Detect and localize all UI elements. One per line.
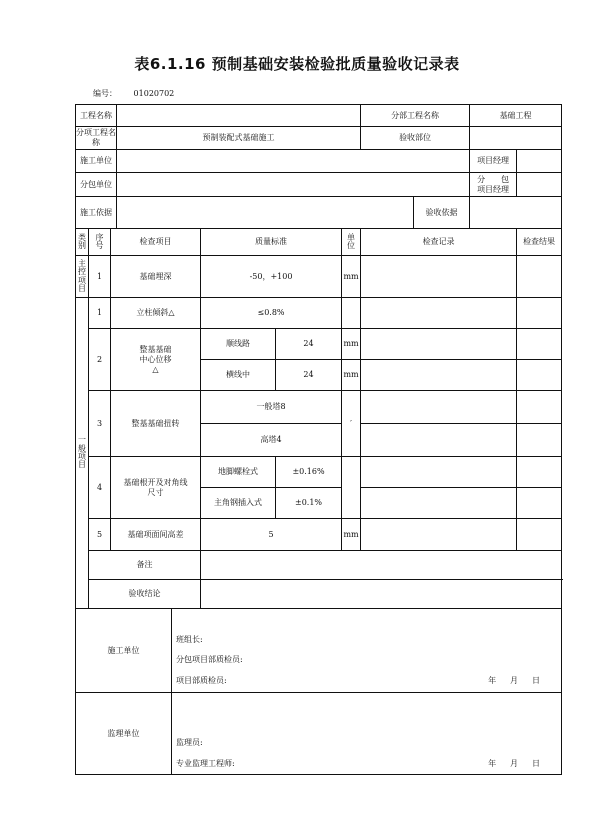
general-4a-name: 地脚螺栓式 — [201, 457, 276, 488]
general-2a-result[interactable] — [517, 329, 562, 360]
general-4b-value: ±0.1% — [276, 488, 342, 519]
general-1-item: 立柱倾斜△ — [111, 298, 201, 329]
general-4b-record[interactable] — [361, 488, 517, 519]
basis-label: 施工依据 — [76, 197, 117, 229]
general-4-seq: 4 — [89, 457, 111, 519]
row-general-4a — [76, 457, 562, 488]
main-1-record[interactable] — [361, 256, 517, 298]
general-1-standard: ≤0.8% — [201, 298, 342, 329]
general-5-result[interactable] — [517, 519, 562, 551]
sub-pm-value[interactable] — [517, 173, 562, 197]
code-label: 编号： — [93, 89, 117, 98]
general-4-item: 基础根开及对角线 尺寸 — [111, 457, 201, 519]
row-subdivision — [76, 127, 562, 150]
team-leader-label: 班组长: — [176, 635, 203, 644]
general-2b-record[interactable] — [361, 360, 517, 391]
general-5-standard: 5 — [201, 519, 342, 551]
form-title: 表6.1.16 预制基础安装检验批质量验收记录表 — [134, 55, 460, 73]
general-4b-name: 主角钢插入式 — [201, 488, 276, 519]
project-name-value[interactable] — [117, 105, 361, 127]
acceptance-basis-label: 验收依据 — [414, 197, 470, 229]
contractor-value[interactable] — [117, 150, 470, 173]
row-main-1 — [76, 256, 562, 298]
conclusion-value[interactable] — [201, 580, 562, 609]
row-subcontractor — [76, 173, 562, 197]
col-unit-header: 单位 — [342, 229, 361, 256]
general-4b-result[interactable] — [517, 488, 562, 519]
chief-supervisor-label: 专业监理工程师: — [176, 759, 235, 768]
general-2b-name: 横线中 — [201, 360, 276, 391]
row-general-2a — [76, 329, 562, 360]
col-record-header: 检查记录 — [361, 229, 517, 256]
conclusion-label: 验收结论 — [89, 580, 201, 609]
main-1-unit: mm — [342, 256, 361, 298]
general-3a-record[interactable] — [361, 391, 517, 424]
contractor-label: 施工单位 — [76, 150, 117, 173]
col-item-header: 检查项目 — [111, 229, 201, 256]
project-inspector-label: 项目部质检员: — [176, 676, 227, 685]
row-general-1 — [76, 298, 562, 329]
col-seq-header: 序号 — [89, 229, 111, 256]
row-basis — [76, 197, 562, 229]
subdivision-value[interactable]: 预制装配式基础施工 — [117, 127, 361, 150]
acceptance-basis-value[interactable] — [470, 197, 562, 229]
form-code — [93, 88, 174, 99]
general-2a-unit: mm — [342, 329, 361, 360]
row-remarks — [76, 551, 562, 580]
general-2b-value: 24 — [276, 360, 342, 391]
row-conclusion — [76, 580, 562, 609]
row-supervision-sign — [76, 693, 562, 775]
project-name-label: 工程名称 — [76, 105, 117, 127]
row-general-5 — [76, 519, 562, 551]
subdivision-label: 分项工程名称 — [76, 127, 117, 150]
general-2b-unit: mm — [342, 360, 361, 391]
general-1-unit — [342, 298, 361, 329]
pm-value[interactable] — [517, 150, 562, 173]
general-5-item: 基础项面间高差 — [111, 519, 201, 551]
row-column-headers — [76, 229, 562, 256]
pm-label: 项目经理 — [470, 150, 517, 173]
general-2-item: 整基基础 中心位移 △ — [111, 329, 201, 391]
general-4a-value: ±0.16% — [276, 457, 342, 488]
main-control-category: 主控项目 — [76, 256, 89, 298]
division-value[interactable]: 基础工程 — [470, 105, 562, 127]
supervisor-label: 监理员: — [176, 738, 203, 747]
main-1-result[interactable] — [517, 256, 562, 298]
sub-pm-label: 分 包 项目经理 — [470, 173, 517, 197]
general-2a-value: 24 — [276, 329, 342, 360]
general-5-record[interactable] — [361, 519, 517, 551]
remarks-value[interactable] — [201, 551, 562, 580]
general-2-seq: 2 — [89, 329, 111, 391]
subcontractor-value[interactable] — [117, 173, 470, 197]
main-1-standard: -50，+100 — [201, 256, 342, 298]
main-1-seq: 1 — [89, 256, 111, 298]
general-category: 一般项目 — [76, 298, 89, 609]
col-result-header: 检查结果 — [517, 229, 562, 256]
acceptance-part-label: 验收部位 — [361, 127, 470, 150]
general-4a-result[interactable] — [517, 457, 562, 488]
general-3a-result[interactable] — [517, 391, 562, 424]
acceptance-part-value[interactable] — [470, 127, 562, 150]
row-contractor — [76, 150, 562, 173]
general-1-record[interactable] — [361, 298, 517, 329]
supervision-sign-date: 年 月 日 — [488, 759, 544, 768]
code-value: 01020702 — [133, 89, 175, 98]
construction-sign-label: 施工单位 — [76, 609, 172, 693]
construction-sign-area[interactable] — [172, 609, 562, 693]
supervision-sign-area[interactable] — [172, 693, 562, 775]
division-label: 分部工程名称 — [361, 105, 470, 127]
general-3b-result[interactable] — [517, 424, 562, 457]
general-5-unit: mm — [342, 519, 361, 551]
col-standard-header: 质量标准 — [201, 229, 342, 256]
general-3-unit: ′ — [342, 391, 361, 457]
general-3-seq: 3 — [89, 391, 111, 457]
general-5-seq: 5 — [89, 519, 111, 551]
general-1-seq: 1 — [89, 298, 111, 329]
general-2a-name: 顺线路 — [201, 329, 276, 360]
general-1-result[interactable] — [517, 298, 562, 329]
general-3b-record[interactable] — [361, 424, 517, 457]
subcontractor-label: 分包单位 — [76, 173, 117, 197]
general-2a-record[interactable] — [361, 329, 517, 360]
general-3-std-b: 高塔4 — [201, 424, 342, 457]
row-construction-sign — [76, 609, 562, 693]
col-category-header: 类别 — [76, 229, 89, 256]
general-4-unit — [342, 457, 361, 519]
inspection-record-table — [75, 104, 562, 775]
general-2b-result[interactable] — [517, 360, 562, 391]
main-1-item: 基础埋深 — [111, 256, 201, 298]
general-4a-record[interactable] — [361, 457, 517, 488]
general-3-item: 整基基础扭转 — [111, 391, 201, 457]
supervision-sign-label: 监理单位 — [76, 693, 172, 775]
construction-sign-date: 年 月 日 — [488, 676, 544, 685]
row-general-3a — [76, 391, 562, 424]
remarks-label: 备注 — [89, 551, 201, 580]
sub-inspector-label: 分包项目部质检员: — [176, 655, 243, 664]
row-project-name — [76, 105, 562, 127]
general-3-std-a: 一般塔8 — [201, 391, 342, 424]
basis-value[interactable] — [117, 197, 414, 229]
